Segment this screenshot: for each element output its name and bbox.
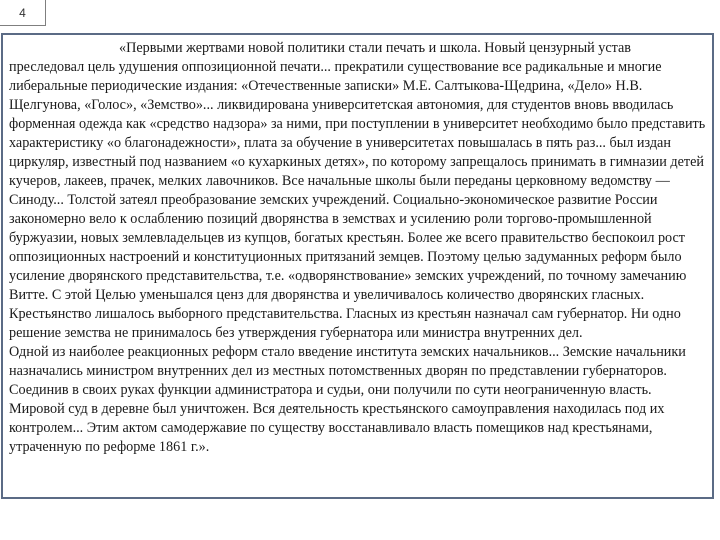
paragraph: Одной из наиболее реакционных реформ стало введение института земских начальников... Земские начальники назначались министром внутренних дел из местных потомственных дворян по представлении губернаторов. Соединив в своих руках функции администратора и судьи, они получили по сути неограниченную власть. Мировой суд в деревне был уничтожен. Вся деятельность крестьянского самоуправления находилась под их контролем... Этим актом самодержавие по существу восстанавливало власть помещиков над крестьянами, утраченную по реформе 1861 г.». — [9, 344, 686, 455]
document-text — [9, 39, 708, 457]
paragraph: «Первыми жертвами новой политики стали печать и школа. Новый цензурный устав преследовал цель удушения оппозиционной печати... прекратили существование все радикальные и многие либеральные периодические издания: «Отечественные записки» М.Е. Салтыкова-Щедрина, «Дело» Н.В. Щелгунова, «Голос», «Земство»... ликвидирована университетская автономия, для студентов вновь вводилась форменная одежда как «средство надзора» за ними, при поступлении в университет необходимо было представить характеристику «о благонадежности», плата за обучение в университетах повышалась в пять раз... был издан циркуляр, известный под названием «о кухаркиных детях», по которому запрещалось принимать в гимназии детей кучеров, лакеев, прачек, мелких лавочников. Все начальные школы были переданы церковному ведомству — Синоду... Толстой затеял преобразование земских учреждений. Социально-экономическое развитие России закономерно вело к ослаблению позиций дворянства в земствах и усилению роли торгово-промышленной буржуазии, новых землевладельцев из купцов, богатых крестьян. Более же всего правительство беспокоил рост оппозиционных настроений и конституционных притязаний земцев. Поэтому целью задуманных реформ было усиление дворянского представительства, т.е. «одворянствование» земских учреждений, по точному замечанию Витте. С этой Целью уменьшался ценз для дворянства и увеличивалось количество дворянских гласных. Крестьянство лишалось выборного представительства. Гласных из крестьян назначал сам губернатор. Ни одно решение земства не принималось без утверждения губернатора или министра внутренних дел. — [9, 40, 706, 341]
page-number: 4 — [0, 0, 46, 26]
text-frame — [1, 33, 714, 499]
